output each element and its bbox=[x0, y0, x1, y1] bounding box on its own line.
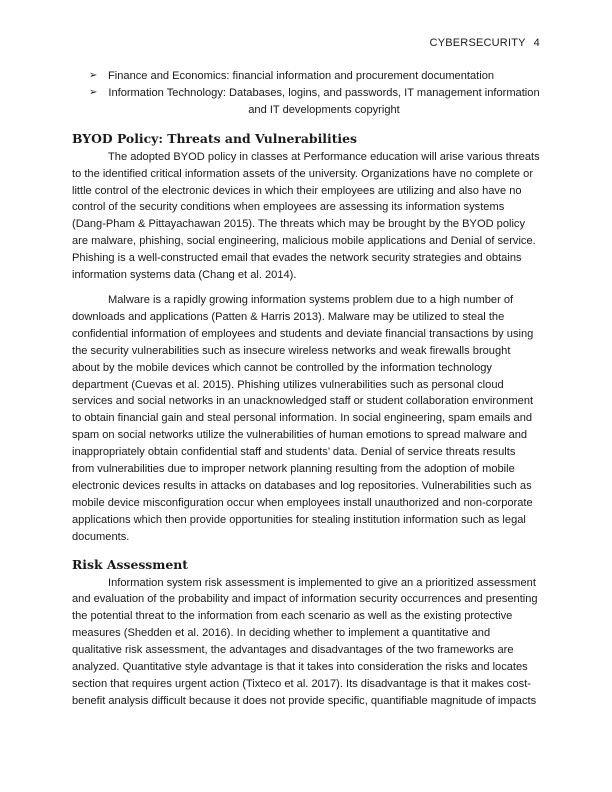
paragraph: Malware is a rapidly growing information systems problem due to a high number of downloads and applications (Patten & Harris 2013). Malware may be utilized to steal the confidential information of employees and students and deviate financial transactions by using the security vulnerabilities such as insecure wireless networks and weak firewalls brought about by the mobile devices which cannot be controlled by the information technology department (Cuevas et al. 2015). Phishing utilizes vulnerabilities such as personal cloud services and social networks in an unacknowledged staff or student collaboration environment to obtain financial gain and steal personal information. In social engineering, spam emails and spam on social networks utilize the vulnerabilities of human emotions to spread malware and inappropriately obtain confidential staff and students’ data. Denial of service threats results from vulnerabilities due to improper network planning resulting from the adoption of mobile electronic devices results in attacks on databases and log repositories. Vulnerabilities such as mobile device misconfiguration occur when employees install unauthorized and non-corporate applications which then provide opportunities for stealing institution information such as legal documents. bbox=[72, 293, 534, 543]
paragraph: The adopted BYOD policy in classes at Performance education will arise various threats to the identified critical information assets of the university. Organizations have no complete or little control of the electronic devices in which their employees are utilizing and also have no control of the security conditions when employees are assessing its information systems (Dang-Pham & Pittayachawan 2015). The threats which may be brought by the BYOD policy are malware, phishing, social engineering, malicious mobile applications and Denial of service. Phishing is a well-constructed email that evades the network security strategies and obtains information systems data (Chang et al. 2014). bbox=[72, 150, 540, 282]
paragraph: Information system risk assessment is implemented to give an a prioritized assessment and evaluation of the probability and impact of information security occurrences and presenting the potential threat to the information from each scenario as well as the existing protective measures (Shedden et al. 2016). In deciding whether to implement a quantitative and qualitative risk assessment, the advantages and disadvantages of the two frameworks are analyzed. Quantitative style advantage is that it takes into consideration the risks and locates section that requires urgent action (Tixteco et al. 2017). Its disadvantage is that it makes cost-benefit analysis difficult because it does not provide specific, quantifiable magnitude of impacts bbox=[72, 576, 538, 707]
section-heading-risk-assessment: Risk Assessment bbox=[72, 556, 189, 572]
arrow-bullet-icon: ➢ bbox=[89, 86, 98, 98]
list-item bbox=[72, 68, 540, 85]
arrow-bullet-icon: ➢ bbox=[89, 70, 98, 81]
body-content bbox=[72, 68, 540, 718]
section-heading-byod: BYOD Policy: Threats and Vulnerabilities bbox=[72, 130, 358, 146]
running-header bbox=[430, 37, 540, 49]
bullet-text: Finance and Economics: financial information and procurement documentation bbox=[108, 70, 495, 82]
list-item bbox=[72, 85, 540, 119]
page-number: 4 bbox=[533, 37, 540, 49]
bullet-text: Information Technology: Databases, logins, and passwords, IT management information and IT developments copyright bbox=[108, 86, 540, 116]
bullet-list bbox=[72, 68, 540, 119]
running-title: CYBERSECURITY bbox=[429, 37, 526, 49]
